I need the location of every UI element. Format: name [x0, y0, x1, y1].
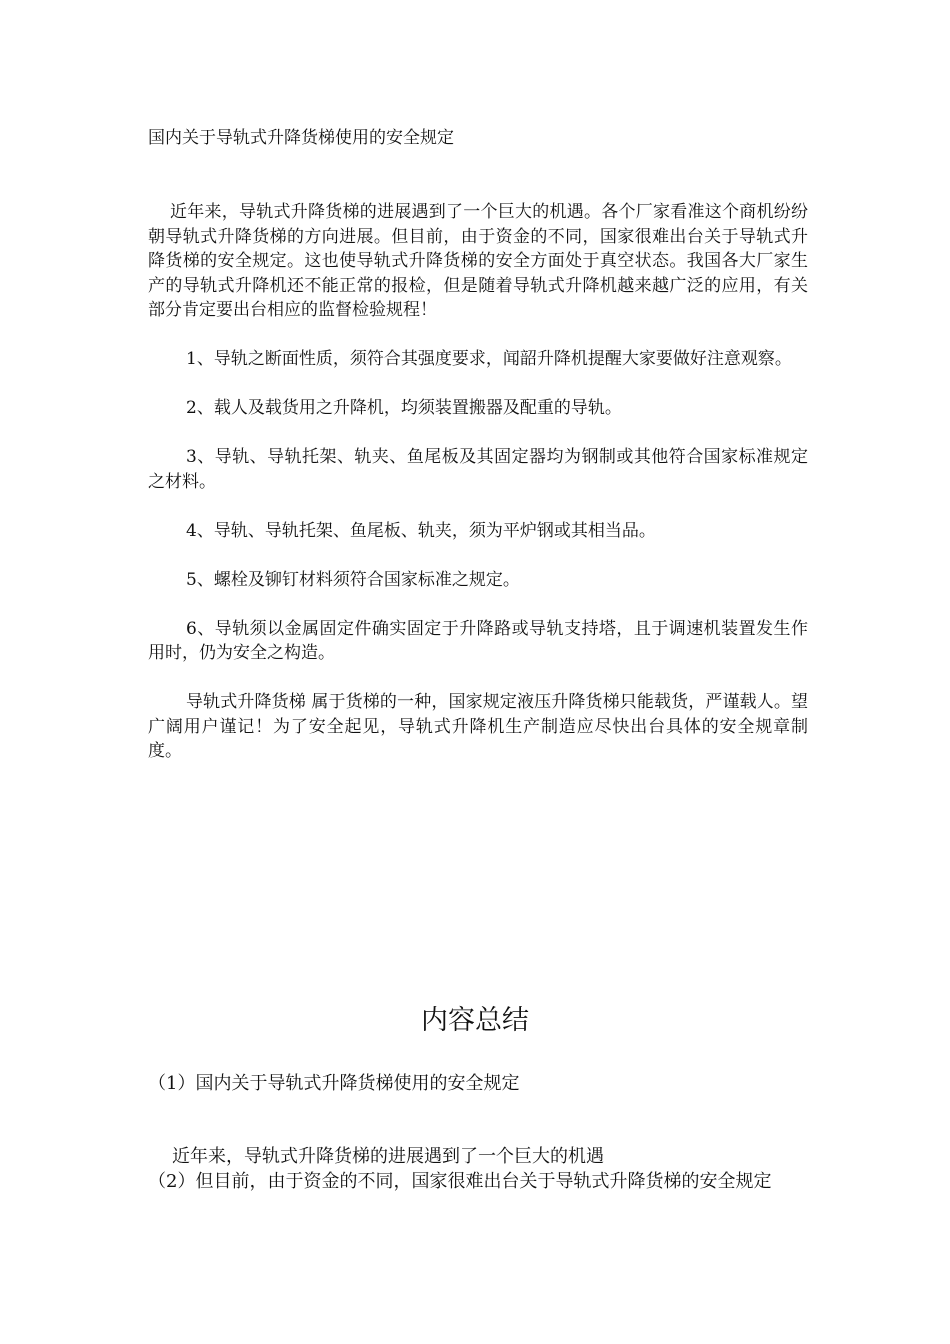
intro-paragraph: 近年来，导轨式升降货梯的进展遇到了一个巨大的机遇。各个厂家看准这个商机纷纷朝导轨式升降货梯的方向进展。但目前，由于资金的不同，国家很难出台关于导轨式升降货梯的安全规定。这也使导轨式升降货梯的安全方面处于真空状态。我国各大厂家生产的导轨式升降机还不能正常的报检，但是随着导轨式升降机越来越广泛的应用，有关部分肯定要出台相应的监督检验规程！ — [148, 202, 808, 320]
document-body — [148, 200, 808, 788]
rule-item-6: 6、导轨须以金属固定件确实固定于升降路或导轨支持塔，且于调速机装置发生作用时，仍为安全之构造。 — [148, 618, 808, 663]
rule-item-5: 5、螺栓及铆钉材料须符合国家标准之规定。 — [186, 569, 520, 590]
summary-heading: 内容总结 — [421, 1005, 529, 1036]
rule-item-4: 4、导轨、导轨托架、鱼尾板、轨夹，须为平炉钢或其相当品。 — [186, 520, 656, 541]
summary-line-1: （1）国内关于导轨式升降货梯使用的安全规定 — [148, 1073, 520, 1094]
rule-item-3: 3、导轨、导轨托架、轨夹、鱼尾板及其固定器均为钢制或其他符合国家标准规定之材料。 — [148, 447, 808, 492]
document-title: 国内关于导轨式升降货梯使用的安全规定 — [148, 128, 454, 148]
summary-line-3: （2）但目前，由于资金的不同，国家很难出台关于导轨式升降货梯的安全规定 — [148, 1171, 772, 1192]
rule-item-2: 2、载人及载货用之升降机，均须装置搬器及配重的导轨。 — [186, 398, 622, 418]
summary-line-2: 近年来，导轨式升降货梯的进展遇到了一个巨大的机遇 — [172, 1146, 604, 1167]
rule-item-1: 1、导轨之断面性质，须符合其强度要求，闻韶升降机提醒大家要做好注意观察。 — [186, 349, 792, 369]
closing-paragraph: 导轨式升降货梯 属于货梯的一种，国家规定液压升降货梯只能载货，严谨载人。望广阔用户谨记！为了安全起见，导轨式升降机生产制造应尽快出台具体的安全规章制度。 — [148, 692, 808, 761]
